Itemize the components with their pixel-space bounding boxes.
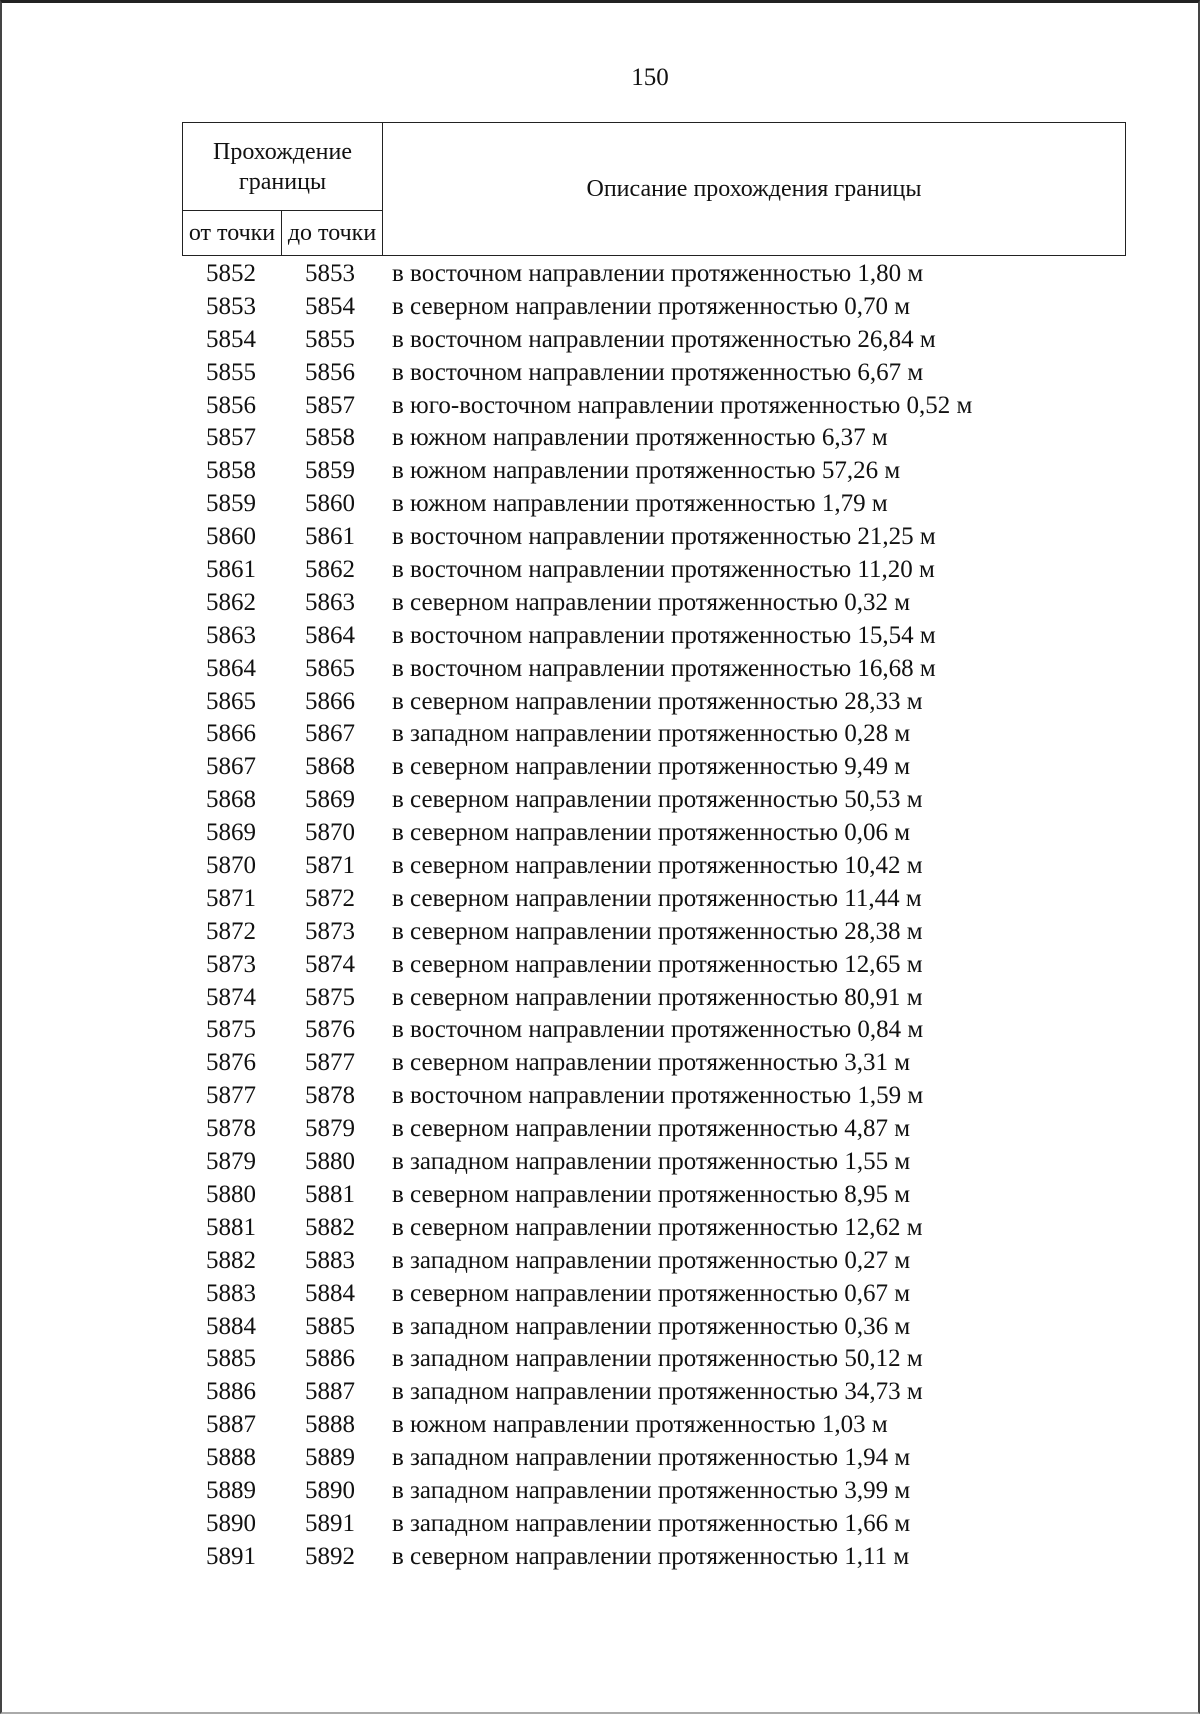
table-row [182,1047,1126,1080]
table-row [182,653,1126,686]
table-row [182,258,1126,291]
from-point-cell: 5865 [206,687,256,715]
table-row [182,455,1126,488]
passage-header: Прохождение границы [183,123,383,211]
description-cell: в южном направлении протяженностью 6,37 м [392,424,888,452]
to-point-cell: 5887 [305,1378,355,1406]
from-point-cell: 5856 [206,391,256,419]
description-cell: в северном направлении протяженностью 11,44 м [392,884,922,912]
description-cell: в восточном направлении протяженностью 15,54 м [392,621,936,649]
to-point-cell: 5873 [305,917,355,945]
to-point-cell: 5865 [305,654,355,682]
description-cell: в восточном направлении протяженностью 21,25 м [392,523,936,551]
description-cell: в северном направлении протяженностью 3,31 м [392,1049,911,1077]
from-point-header: от точки [183,211,282,256]
from-point-cell: 5891 [206,1542,256,1570]
to-point-cell: 5861 [305,523,355,551]
description-header: Описание прохождения границы [383,123,1126,256]
table-row [182,1409,1126,1442]
description-cell: в северном направлении протяженностью 28,38 м [392,917,923,945]
from-point-cell: 5855 [206,358,256,386]
table-row [182,1014,1126,1047]
table-row [182,587,1126,620]
from-point-cell: 5854 [206,325,256,353]
description-cell: в северном направлении протяженностью 8,95 м [392,1180,911,1208]
boundary-rows [182,258,1126,1574]
to-point-cell: 5862 [305,556,355,584]
to-point-cell: 5880 [305,1148,355,1176]
to-point-cell: 5884 [305,1279,355,1307]
to-point-cell: 5874 [305,950,355,978]
description-cell: в северном направлении протяженностью 12,62 м [392,1213,923,1241]
to-point-cell: 5869 [305,786,355,814]
description-cell: в северном направлении протяженностью 80,91 м [392,983,923,1011]
to-point-cell: 5890 [305,1476,355,1504]
from-point-cell: 5878 [206,1115,256,1143]
to-point-cell: 5853 [305,260,355,287]
description-cell: в южном направлении протяженностью 57,26 м [392,457,901,485]
table-row [182,521,1126,554]
table-row [182,1541,1126,1574]
description-cell: в северном направлении протяженностью 28,33 м [392,687,923,715]
description-cell: в восточном направлении протяженностью 6,67 м [392,358,924,386]
description-cell: в восточном направлении протяженностью 16,68 м [392,654,936,682]
table-row [182,850,1126,883]
table-row [182,916,1126,949]
description-cell: в северном направлении протяженностью 0,06 м [392,819,911,847]
table-row [182,1278,1126,1311]
from-point-cell: 5871 [206,884,256,912]
to-point-cell: 5885 [305,1312,355,1340]
to-point-cell: 5868 [305,753,355,781]
description-cell: в западном направлении протяженностью 34,73 м [392,1378,923,1406]
from-point-cell: 5876 [206,1049,256,1077]
from-point-cell: 5873 [206,950,256,978]
to-point-cell: 5877 [305,1049,355,1077]
to-point-cell: 5872 [305,884,355,912]
description-cell: в северном направлении протяженностью 0,67 м [392,1279,911,1307]
to-point-cell: 5876 [305,1016,355,1044]
from-point-cell: 5879 [206,1148,256,1176]
to-point-cell: 5864 [305,621,355,649]
to-point-cell: 5882 [305,1213,355,1241]
description-cell: в северном направлении протяженностью 12,65 м [392,950,923,978]
description-cell: в восточном направлении протяженностью 1,59 м [392,1082,924,1110]
to-point-cell: 5867 [305,720,355,748]
from-point-cell: 5872 [206,917,256,945]
from-point-cell: 5870 [206,852,256,880]
to-point-cell: 5855 [305,325,355,353]
from-point-cell: 5862 [206,588,256,616]
from-point-cell: 5867 [206,753,256,781]
to-point-cell: 5892 [305,1542,355,1570]
to-point-cell: 5888 [305,1411,355,1439]
from-point-cell: 5881 [206,1213,256,1241]
from-point-cell: 5869 [206,819,256,847]
from-point-cell: 5888 [206,1444,256,1472]
from-point-cell: 5884 [206,1312,256,1340]
table-row [182,1113,1126,1146]
to-point-cell: 5875 [305,983,355,1011]
table-row [182,718,1126,751]
description-cell: в северном направлении протяженностью 1,11 м [392,1542,910,1570]
table-row [182,554,1126,587]
from-point-cell: 5883 [206,1279,256,1307]
table-row [182,1343,1126,1376]
from-point-cell: 5886 [206,1378,256,1406]
from-point-cell: 5880 [206,1180,256,1208]
to-point-cell: 5858 [305,424,355,452]
table-row [182,1508,1126,1541]
description-cell: в северном направлении протяженностью 50,53 м [392,786,923,814]
from-point-cell: 5887 [206,1411,256,1439]
table-row [182,1311,1126,1344]
description-cell: в западном направлении протяженностью 1,66 м [392,1509,911,1537]
table-row [182,324,1126,357]
from-point-cell: 5866 [206,720,256,748]
from-point-cell: 5859 [206,490,256,518]
table-row [182,1212,1126,1245]
from-point-cell: 5877 [206,1082,256,1110]
description-cell: в западном направлении протяженностью 1,94 м [392,1444,911,1472]
table-header [182,122,1126,256]
to-point-cell: 5883 [305,1246,355,1274]
table-row [182,1179,1126,1212]
description-cell: в северном направлении протяженностью 4,87 м [392,1115,911,1143]
table-row [182,686,1126,719]
to-point-cell: 5891 [305,1509,355,1537]
table-row [182,1245,1126,1278]
from-point-cell: 5875 [206,1016,256,1044]
description-cell: в северном направлении протяженностью 0,32 м [392,588,911,616]
description-cell: в западном направлении протяженностью 50,12 м [392,1345,923,1373]
to-point-cell: 5886 [305,1345,355,1373]
to-point-cell: 5870 [305,819,355,847]
table-row [182,390,1126,423]
table-row [182,751,1126,784]
description-cell: в восточном направлении протяженностью 26,84 м [392,325,936,353]
to-point-cell: 5879 [305,1115,355,1143]
to-point-cell: 5866 [305,687,355,715]
to-point-cell: 5860 [305,490,355,518]
from-point-cell: 5860 [206,523,256,551]
description-cell: в западном направлении протяженностью 0,36 м [392,1312,911,1340]
from-point-cell: 5874 [206,983,256,1011]
table-row [182,1146,1126,1179]
table-row [182,982,1126,1015]
to-point-cell: 5854 [305,292,355,320]
from-point-cell: 5890 [206,1509,256,1537]
description-cell: в юго-восточном направлении протяженностью 0,52 м [392,391,973,419]
to-point-cell: 5857 [305,391,355,419]
description-cell: в южном направлении протяженностью 1,79 м [392,490,888,518]
from-point-cell: 5863 [206,621,256,649]
to-point-header: до точки [282,211,383,256]
description-cell: в западном направлении протяженностью 1,55 м [392,1148,911,1176]
to-point-cell: 5881 [305,1180,355,1208]
description-cell: в западном направлении протяженностью 3,99 м [392,1476,911,1504]
table-row [182,1376,1126,1409]
description-cell: в восточном направлении протяженностью 11,20 м [392,556,935,584]
description-cell: в южном направлении протяженностью 1,03 м [392,1411,888,1439]
table-row [182,817,1126,850]
description-cell: в северном направлении протяженностью 0,70 м [392,292,911,320]
table-row [182,784,1126,817]
page-number: 150 [631,64,669,91]
from-point-cell: 5889 [206,1476,256,1504]
description-cell: в западном направлении протяженностью 0,28 м [392,720,911,748]
from-point-cell: 5852 [206,260,256,287]
table-row [182,620,1126,653]
from-point-cell: 5861 [206,556,256,584]
table-row [182,422,1126,455]
description-cell: в восточном направлении протяженностью 0,84 м [392,1016,924,1044]
table-row [182,291,1126,324]
description-cell: в восточном направлении протяженностью 1,80 м [392,260,924,287]
from-point-cell: 5882 [206,1246,256,1274]
from-point-cell: 5858 [206,457,256,485]
table-row [182,1080,1126,1113]
table-row [182,949,1126,982]
table-row [182,488,1126,521]
from-point-cell: 5853 [206,292,256,320]
table-row [182,883,1126,916]
description-cell: в северном направлении протяженностью 10,42 м [392,852,923,880]
description-cell: в северном направлении протяженностью 9,49 м [392,753,911,781]
from-point-cell: 5857 [206,424,256,452]
to-point-cell: 5863 [305,588,355,616]
from-point-cell: 5885 [206,1345,256,1373]
table-row [182,357,1126,390]
to-point-cell: 5859 [305,457,355,485]
from-point-cell: 5864 [206,654,256,682]
from-point-cell: 5868 [206,786,256,814]
table-row [182,1475,1126,1508]
table-row [182,1442,1126,1475]
to-point-cell: 5856 [305,358,355,386]
to-point-cell: 5871 [305,852,355,880]
to-point-cell: 5889 [305,1444,355,1472]
to-point-cell: 5878 [305,1082,355,1110]
description-cell: в западном направлении протяженностью 0,27 м [392,1246,911,1274]
